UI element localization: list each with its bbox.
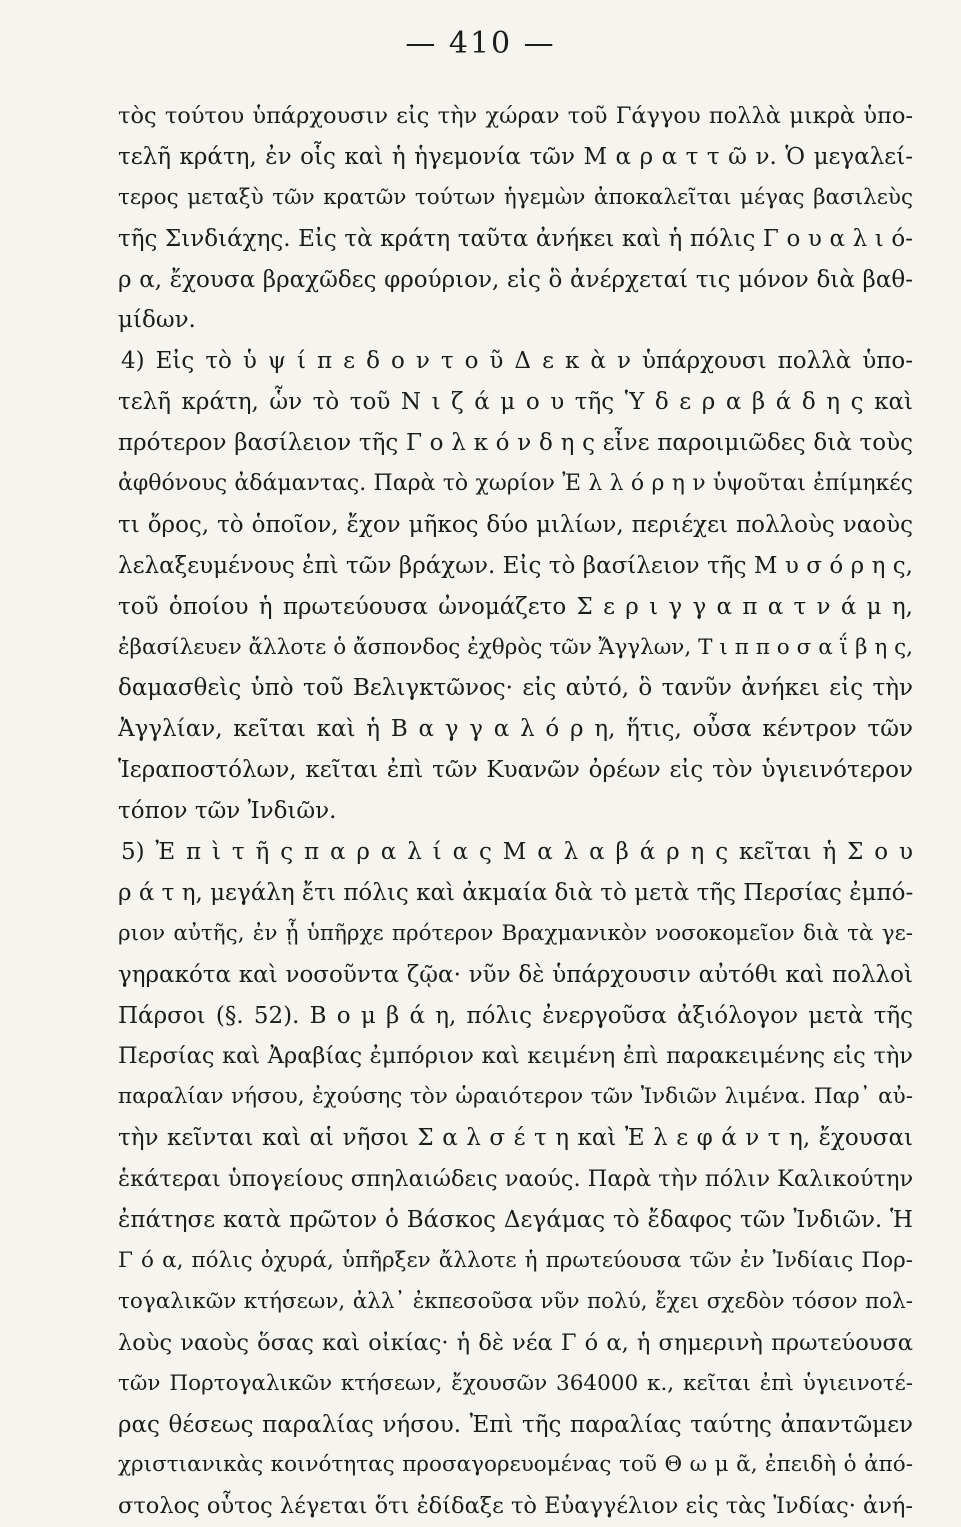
text-line: τι ὄρος, τὸ ὁποῖον, ἔχον μῆκος δύο μιλίων, περιέχει πολλοὺς ναοὺς <box>118 511 913 538</box>
text-line: Πάρσοι (§. 52). Β ο μ β ά η, πόλις ἐνεργοῦσα ἀξιόλογον μετὰ τῆς <box>118 1002 913 1029</box>
text-line: τογαλικῶν κτήσεων, ἀλλ᾽ ἐκπεσοῦσα νῦν πολύ, ἔχει σχεδὸν τόσον πολ- <box>118 1288 913 1314</box>
text-line: ριον αὐτῆς, ἐν ᾗ ὑπῆρχε πρότερον Βραχμανικὸν νοσοκομεῖον διὰ τὰ γε- <box>118 920 913 946</box>
text-line: λελαξευμένους ἐπὶ τῶν βράχων. Εἰς τὸ βασίλειον τῆς Μ υ σ ό ρ η ς, <box>118 552 913 579</box>
text-line: τῆς Σινδιάχης. Εἰς τὰ κράτη ταῦτα ἀνήκει καὶ ἡ πόλις Γ ο υ α λ ι ό- <box>118 225 913 252</box>
text-line: λοὺς ναοὺς ὅσας καὶ οἰκίας· ἡ δὲ νέα Γ ό α, ἡ σημερινὴ πρωτεύουσα <box>118 1329 913 1356</box>
text-line: δαμασθεὶς ὑπὸ τοῦ Βελιγκτῶνος· εἰς αὐτό, ὃ τανῦν ἀνήκει εἰς τὴν <box>118 675 913 702</box>
text-line: παραλίαν νήσου, ἐχούσης τὸν ὡραιότερον τῶν Ἰνδιῶν λιμένα. Παρ᾽ αὐ- <box>118 1084 913 1110</box>
text-line: ἑκάτεραι ὑπογείους σπηλαιώδεις ναούς. Παρὰ τὴν πόλιν Καλικούτην <box>118 1166 913 1193</box>
text-line: ἐπάτησε κατὰ πρῶτον ὁ Βάσκος Δεγάμας τὸ ἔδαφος τῶν Ἰνδιῶν. Ἡ <box>118 1207 913 1234</box>
text-line: τερος μεταξὺ τῶν κρατῶν τούτων ἡγεμὼν ἀποκαλεῖται μέγας βασιλεὺς <box>118 184 913 210</box>
text-line: τῶν Πορτογαλικῶν κτήσεων, ἔχουσῶν 364000 κ., κεῖται ἐπὶ ὑγιεινοτέ- <box>118 1370 913 1396</box>
text-line: ρας θέσεως παραλίας νήσου. Ἐπὶ τῆς παραλίας ταύτης ἀπαντῶμεν <box>118 1411 913 1438</box>
text-line: χριστιανικὰς κοινότητας προσαγορευομένας τοῦ Θ ω μ ᾶ, ἐπειδὴ ὁ ἀπό- <box>118 1452 913 1478</box>
text-line: μίδων. <box>118 307 196 334</box>
text-line: ἐβασίλευεν ἄλλοτε ὁ ἄσπονδος ἐχθρὸς τῶν Ἄγγλων, Τ ι π π ο σ α ΐ β η ς, <box>118 634 913 660</box>
text-line: στολος οὗτος λέγεται ὅτι ἐδίδαξε τὸ Εὐαγγέλιον εἰς τὰς Ἰνδίας· ἀνή- <box>118 1493 913 1520</box>
page-number: — 410 — <box>405 26 556 61</box>
text-line: Γ ό α, πόλις ὀχυρά, ὑπῆρξεν ἄλλοτε ἡ πρωτεύουσα τῶν ἐν Ἰνδίαις Πορ- <box>118 1247 913 1273</box>
text-line: Περσίας καὶ Ἀραβίας ἐμπόριον καὶ κειμένη ἐπὶ παρακειμένης εἰς τὴν <box>118 1043 913 1070</box>
text-line: τὴν κεῖνται καὶ αἱ νῆσοι Σ α λ σ έ τ η καὶ Ἐ λ ε φ ά ν τ η, ἔχουσαι <box>118 1125 913 1152</box>
text-line: τὸς τούτου ὑπάρχουσιν εἰς τὴν χώραν τοῦ Γάγγου πολλὰ μικρὰ ὑπο- <box>118 103 913 129</box>
text-line: ρ α, ἔχουσα βραχῶδες φρούριον, εἰς ὃ ἀνέρχεταί τις μόνον διὰ βαθ- <box>118 266 913 293</box>
body-text <box>118 96 913 1527</box>
text-line: γηρακότα καὶ νοσοῦντα ζῷα· νῦν δὲ ὑπάρχουσιν αὐτόθι καὶ πολλοὶ <box>118 961 913 988</box>
text-line: πρότερον βασίλειον τῆς Γ ο λ κ ό ν δ η ς εἶνε παροιμιῶδες διὰ τοὺς <box>118 430 913 457</box>
text-line: τελῆ κράτη, ὧν τὸ τοῦ Ν ι ζ ά μ ο υ τῆς Ὑ δ ε ρ α β ά δ η ς καὶ <box>118 389 913 416</box>
text-line: Ἱεραποστόλων, κεῖται ἐπὶ τῶν Κυανῶν ὀρέων εἰς τὸν ὑγιεινότερον <box>118 757 913 784</box>
paragraph-4-start: 4) Εἰς τὸ ὑ ψ ί π ε δ ο ν τ ο ῦ Δ ε κ ὰ ν ὑπάρχουσι πολλὰ ὑπο- <box>121 348 913 375</box>
text-line: τοῦ ὁποίου ἡ πρωτεύουσα ὠνομάζετο Σ ε ρ ι γ γ α π α τ ν ά μ η, <box>118 593 913 620</box>
text-line: Ἀγγλίαν, κεῖται καὶ ἡ Β α γ γ α λ ό ρ η, ἥτις, οὖσα κέντρον τῶν <box>118 716 913 743</box>
text-line: ἀφθόνους ἀδάμαντας. Παρὰ τὸ χωρίον Ἐ λ λ ό ρ η ν ὑψοῦται ἐπίμηκές <box>118 471 913 497</box>
text-line: τόπον τῶν Ἰνδιῶν. <box>118 798 337 825</box>
text-line: ρ ά τ η, μεγάλη ἔτι πόλις καὶ ἀκμαία διὰ τὸ μετὰ τῆς Περσίας ἐμπό- <box>118 879 913 906</box>
paragraph-5-start: 5) Ἐ π ὶ τ ῆ ς π α ρ α λ ί α ς Μ α λ α β ά ρ η ς κεῖται ἡ Σ ο υ <box>121 839 913 866</box>
text-line: τελῆ κράτη, ἐν οἷς καὶ ἡ ἡγεμονία τῶν Μ α ρ α τ τ ῶ ν. Ὁ μεγαλεί- <box>118 143 913 170</box>
